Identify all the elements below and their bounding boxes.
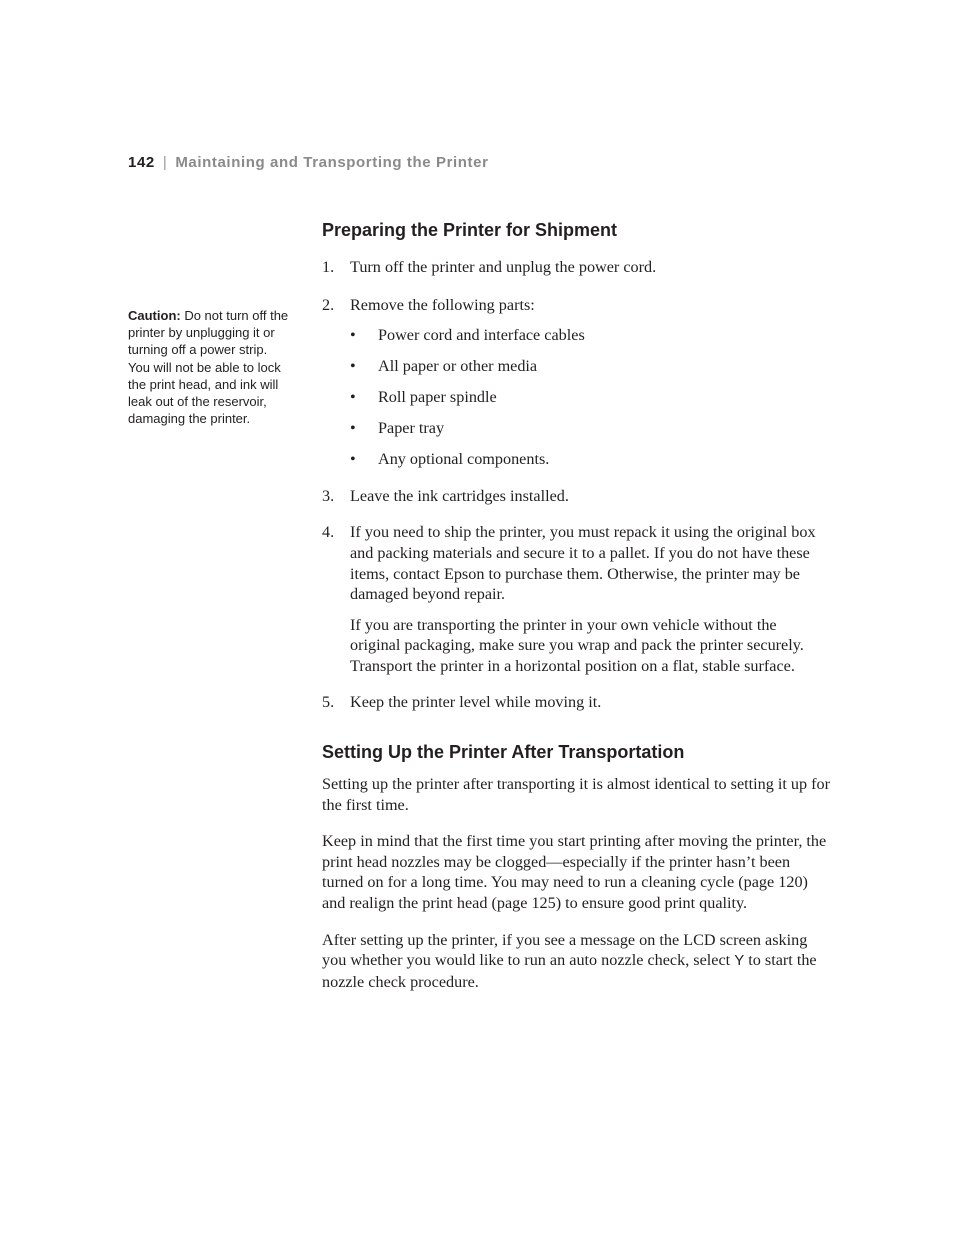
header-separator: | (162, 154, 168, 171)
section-heading-setup: Setting Up the Printer After Transportation (322, 742, 685, 763)
step-text: Keep the printer level while moving it. (350, 693, 602, 712)
step-text: Leave the ink cartridges installed. (350, 486, 569, 505)
key-label: Y (734, 952, 745, 970)
bullet: • (350, 419, 356, 438)
list-item: • Roll paper spindle (350, 388, 497, 407)
chapter-title: Maintaining and Transporting the Printer (175, 154, 489, 171)
caution-label: Caution: (128, 308, 181, 323)
step-number: 5. (322, 693, 335, 712)
page-number: 142 (128, 154, 155, 171)
caution-text: Do not turn off the printer by unplugging it or turning off a power strip. You will not be able to lock the print head, and ink will leak out of the reservoir, damaging the printer. (128, 308, 289, 427)
step-3 (322, 486, 830, 507)
running-header (128, 154, 489, 171)
step-5 (322, 692, 830, 713)
step-text: Remove the following parts: (350, 295, 535, 314)
main-content (322, 218, 830, 992)
paragraph: Keep in mind that the first time you start printing after moving the printer, the print head nozzles may be clogged—especially if the printer hasn’t been turned on for a long time. You may need to run a cleaning cycle (page 120) and realign the print head (page 125) to ensure good print quality. (322, 832, 827, 913)
bullet: • (350, 357, 356, 376)
list-item: • All paper or other media (350, 357, 538, 376)
step-number: 2. (322, 295, 335, 314)
list-item: • Power cord and interface cables (350, 326, 585, 345)
bullet: • (350, 388, 356, 407)
step-4 (322, 522, 830, 676)
step-text: If you need to ship the printer, you must repack it using the original box and packing materials and secure it to a pallet. If you do not have these items, contact Epson to purchase them. Otherwise, the printer may be damaged beyond repair. (350, 523, 816, 604)
step-extra-text: If you are transporting the printer in your own vehicle without the original packaging, make sure you wrap and pack the printer securely. Transport the printer in a horizontal position on a flat, stable surface. (350, 615, 804, 675)
step-number: 1. (322, 258, 335, 276)
parts-list (350, 325, 830, 470)
bullet: • (350, 326, 356, 345)
step-1 (322, 257, 830, 278)
list-item: • Paper tray (350, 419, 445, 438)
paragraph: After setting up the printer, if you see a message on the LCD screen asking you whether you would like to run an auto nozzle check, select Y to start the nozzle check procedure. (322, 930, 817, 991)
list-item: • Any optional components. (350, 450, 550, 469)
caution-note (128, 307, 290, 427)
step-text: Turn off the printer and unplug the power cord. (350, 258, 657, 276)
step-number: 3. (322, 486, 335, 505)
step-number: 4. (322, 523, 335, 542)
paragraph: Setting up the printer after transporting it is almost identical to setting it up for the first time. (322, 775, 831, 814)
section-heading-shipment: Preparing the Printer for Shipment (322, 220, 618, 240)
bullet: • (350, 450, 356, 469)
step-2 (322, 295, 830, 470)
